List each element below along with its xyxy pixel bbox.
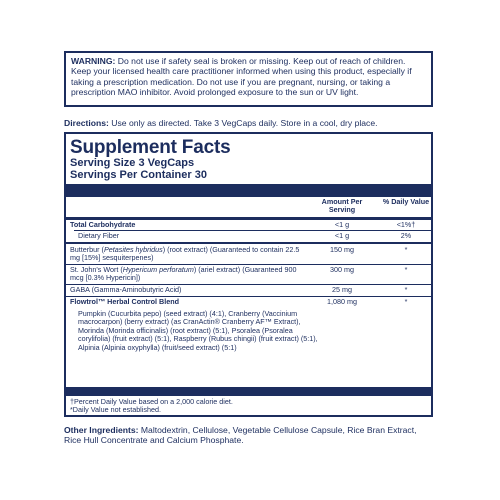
other-ingredients-label: Other Ingredients: bbox=[64, 425, 139, 435]
ingredient-dv: * bbox=[404, 265, 408, 274]
blend-description: Pumpkin (Cucurbita pepo) (seed extract) (4:1), Cranberry (Vaccinium macrocarpon) (berry extract) (as CranActin® Cranberry AF™ Extract), Morinda (Morinda officinalis) (root extract) (5:1), Psoralea (Psoralea corylifolia) (fruit extract) (5:1), Raspberry (Rubus chingii) (fruit extract) (5:1), Alpinia (Alpinia oxyphylla) (fruit/seed extract) (5:1) bbox=[78, 309, 318, 352]
header-amount-per-serving: Amount Per Serving bbox=[321, 197, 363, 215]
ingredient-dv: * bbox=[404, 297, 408, 306]
header-daily-value: % Daily Value bbox=[382, 197, 430, 206]
servings-per-container: Servings Per Container 30 bbox=[70, 169, 207, 181]
footnote-dv-not-established: *Daily Value not established. bbox=[70, 405, 161, 414]
nutrient-dv: <1%† bbox=[396, 220, 416, 229]
ingredient-name: St. John's Wort (Hypericum perforatum) (ariel extract) (Guaranteed 900 mcg [0.3% Hypericin]) bbox=[70, 265, 297, 283]
row-divider bbox=[74, 230, 431, 231]
serving-size: Serving Size 3 VegCaps bbox=[70, 157, 195, 169]
other-ingredients bbox=[64, 425, 436, 446]
warning-box bbox=[64, 51, 433, 107]
section-divider bbox=[66, 242, 431, 244]
nutrient-amount: <1 g bbox=[334, 231, 350, 240]
supplement-facts-title: Supplement Facts bbox=[70, 137, 231, 158]
warning-label: WARNING: bbox=[71, 56, 116, 66]
nutrient-name: Total Carbohydrate bbox=[70, 220, 136, 229]
thick-divider bbox=[66, 184, 431, 197]
ingredient-name: Flowtrol™ Herbal Control Blend bbox=[70, 297, 180, 306]
ingredient-amount: 150 mg bbox=[330, 245, 354, 254]
bottom-thick-divider bbox=[66, 387, 431, 396]
ingredient-amount: 300 mg bbox=[330, 265, 354, 274]
footnote-percent-dv: †Percent Daily Value based on a 2,000 calorie diet. bbox=[70, 397, 233, 406]
nutrient-amount: <1 g bbox=[334, 220, 350, 229]
ingredient-name: GABA (Gamma-Aminobutyric Acid) bbox=[70, 285, 182, 294]
directions-label: Directions: bbox=[64, 118, 109, 128]
ingredient-amount: 25 mg bbox=[332, 285, 352, 294]
directions bbox=[64, 118, 444, 129]
ingredient-dv: * bbox=[404, 285, 408, 294]
ingredient-amount: 1,080 mg bbox=[327, 297, 357, 306]
directions-text: Use only as directed. Take 3 VegCaps daily. Store in a cool, dry place. bbox=[108, 118, 378, 128]
other-ingredients-text: Maltodextrin, Cellulose, Vegetable Cellulose Capsule, Rice Bran Extract, Rice Hull Concentrate and Calcium Phosphate. bbox=[64, 425, 417, 446]
warning-text: Do not use if safety seal is broken or missing. Keep out of reach of children. Keep your licensed health care practitioner informed when using this product, especially if taking a prescription medication. Do not use if you are pregnant, nursing, or taking a prescription MAO inhibitor. Avoid prolonged exposure to the sun or UV light. bbox=[71, 56, 412, 97]
nutrient-dv: 2% bbox=[400, 231, 412, 240]
supplement-facts-panel bbox=[64, 132, 433, 417]
nutrient-name: Dietary Fiber bbox=[78, 231, 120, 240]
ingredient-name: Butterbur (Petasites hybridus) (root extract) (Guaranteed to contain 22.5 mg [15%] sesquiterpenes) bbox=[70, 245, 300, 263]
ingredient-dv: * bbox=[404, 245, 408, 254]
